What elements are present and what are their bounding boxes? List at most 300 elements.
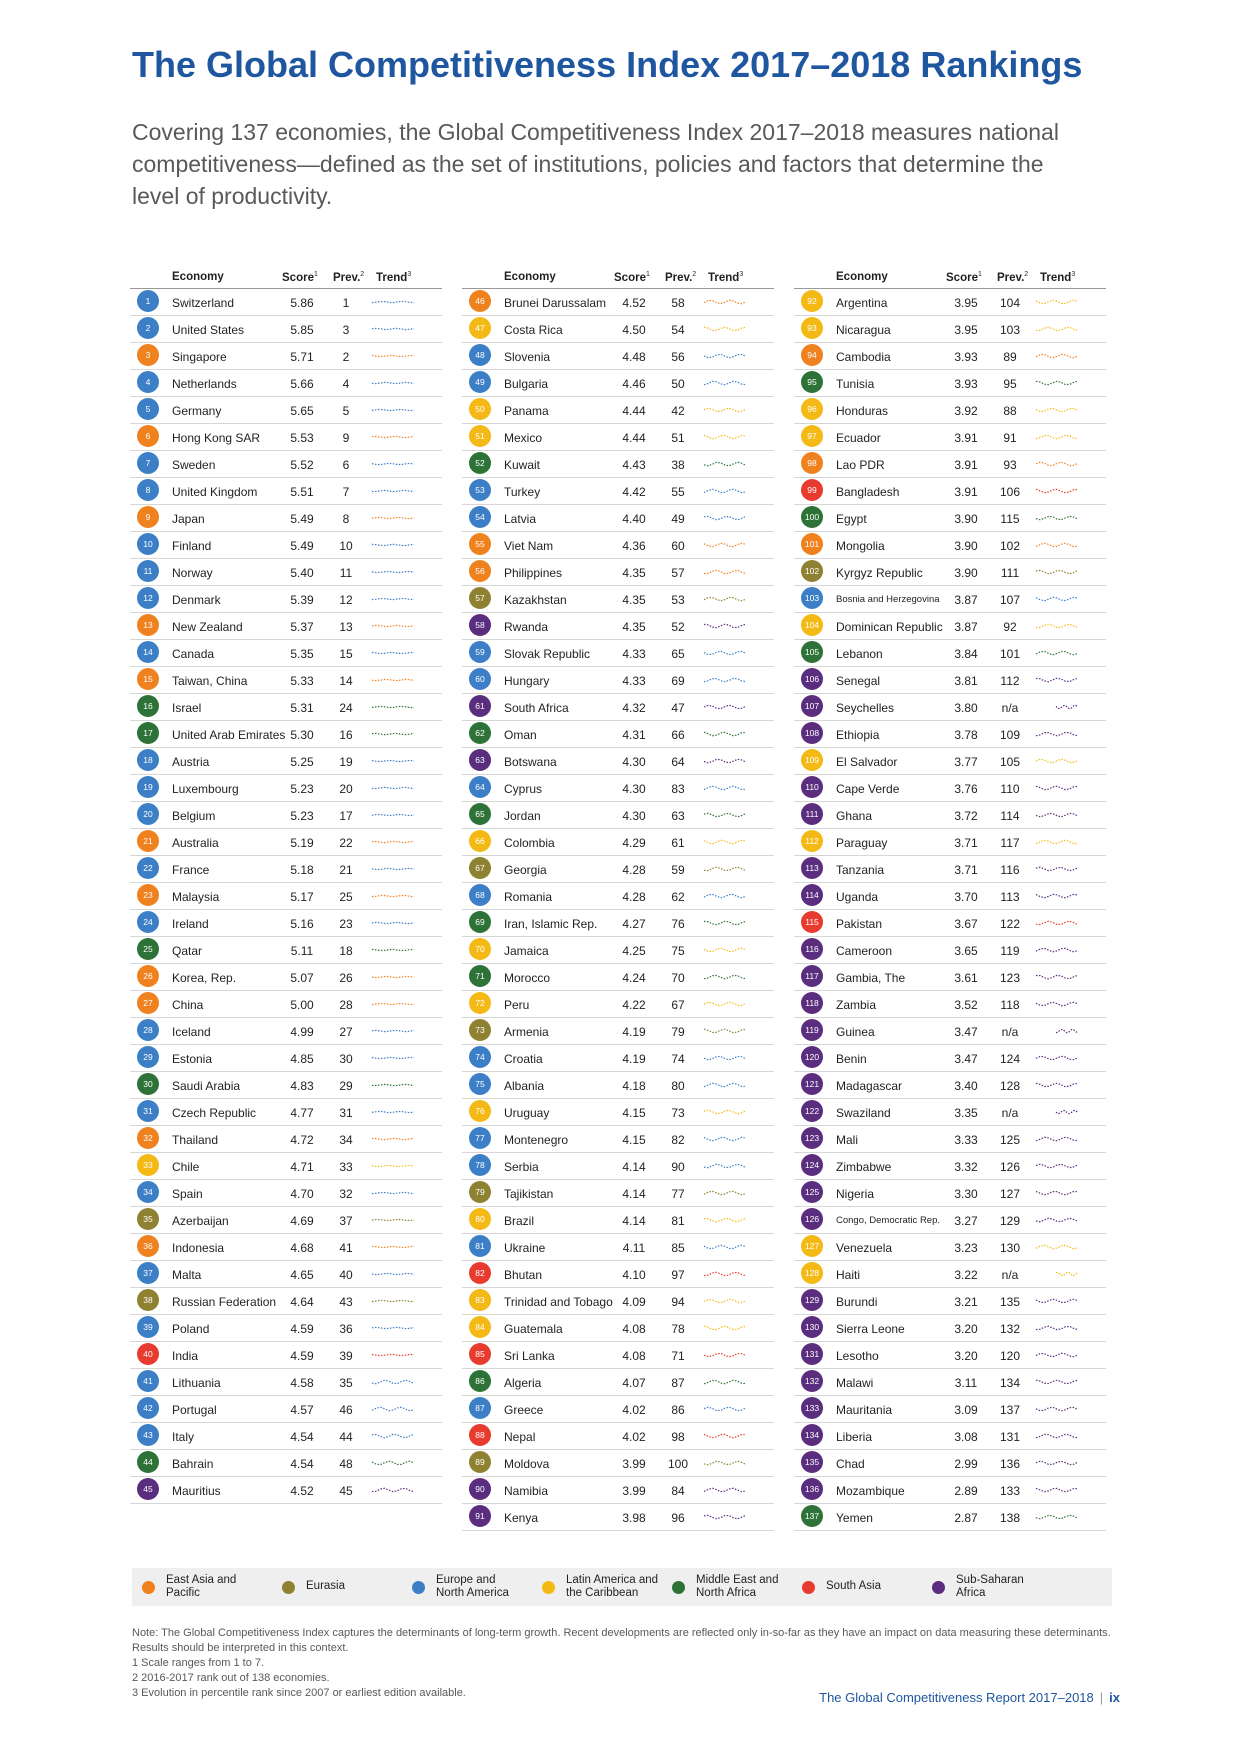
rank-badge: 9 [137,506,159,528]
score-value: 4.15 [622,1133,646,1147]
rankings-column-1 [130,264,442,1504]
table-row [130,586,442,613]
score-value: 4.35 [622,566,646,580]
rank-badge: 81 [469,1235,491,1257]
economy-name: Chad [836,1457,865,1471]
score-value: 3.95 [954,296,978,310]
economy-name: Gambia, The [836,971,906,985]
score-value: 5.11 [290,944,314,958]
rank-badge: 27 [137,992,159,1014]
economy-name: Mauritius [172,1484,221,1498]
footnote-1: 1 Scale ranges from 1 to 7. [132,1657,265,1669]
table-row [462,424,774,451]
economy-name: Albania [504,1079,545,1093]
trend-sparkline [1034,1130,1080,1148]
prev-rank: 15 [339,647,353,661]
rank-badge: 67 [469,857,491,879]
economy-name: Germany [172,404,222,418]
trend-sparkline [1034,779,1080,797]
prev-rank: 91 [1003,431,1017,445]
table-row [462,1234,774,1261]
trend-sparkline [1034,968,1080,986]
table-row [794,721,1106,748]
table-row [462,1072,774,1099]
score-value: 4.30 [622,755,646,769]
trend-sparkline [702,833,748,851]
trend-sparkline [702,455,748,473]
report-title: The Global Competitiveness Report 2017–2018 [819,1690,1094,1705]
economy-name: Hungary [504,674,550,688]
table-row [130,910,442,937]
prev-rank: 70 [671,971,685,985]
table-row [130,1423,442,1450]
trend-sparkline [702,347,748,365]
trend-sparkline [702,1346,748,1364]
table-row [462,721,774,748]
economy-name: Lesotho [836,1349,879,1363]
page-footer [819,1690,1120,1705]
trend-sparkline [370,617,416,635]
rank-badge: 94 [801,344,823,366]
table-row [462,856,774,883]
prev-rank: 33 [339,1160,353,1174]
rank-badge: 74 [469,1046,491,1068]
economy-name: Japan [172,512,205,526]
score-value: 4.25 [622,944,646,958]
rank-badge: 48 [469,344,491,366]
rank-badge: 108 [801,722,823,744]
prev-rank: n/a [1001,1106,1019,1120]
trend-sparkline [370,833,416,851]
table-row [794,1423,1106,1450]
table-row [130,613,442,640]
table-row [130,1288,442,1315]
prev-rank: 49 [671,512,685,526]
header-prev-label: Prev. [333,271,361,284]
score-value: 4.70 [290,1187,314,1201]
economy-name: Bosnia and Herzegovina [836,594,940,605]
economy-name: Mexico [504,431,543,445]
economy-name: Kuwait [504,458,541,472]
trend-sparkline [370,671,416,689]
trend-sparkline [1034,1238,1080,1256]
prev-rank: 41 [339,1241,353,1255]
table-row [462,370,774,397]
score-value: 2.87 [954,1511,978,1525]
economy-name: Slovak Republic [504,647,591,661]
table-row [130,505,442,532]
economy-name: Cameroon [836,944,893,958]
table-row [130,1153,442,1180]
prev-rank: 95 [1003,377,1017,391]
legend-dot [672,1581,685,1594]
trend-sparkline [702,1157,748,1175]
table-header [130,264,442,289]
economy-name: Egypt [836,512,867,526]
rank-badge: 14 [137,641,159,663]
economy-name: Pakistan [836,917,883,931]
trend-sparkline [370,644,416,662]
prev-rank: 92 [1003,620,1017,634]
table-row [462,1099,774,1126]
prev-rank: 31 [339,1106,353,1120]
rank-badge: 130 [801,1316,823,1338]
rank-badge: 59 [469,641,491,663]
prev-rank: 37 [339,1214,353,1228]
score-value: 4.40 [622,512,646,526]
score-value: 3.71 [954,863,978,877]
table-row [130,343,442,370]
trend-sparkline [370,293,416,311]
table-row [130,640,442,667]
table-row [794,370,1106,397]
rank-badge: 63 [469,749,491,771]
economy-name: Russian Federation [172,1295,277,1309]
prev-rank: 10 [339,539,353,553]
rank-badge: 5 [137,398,159,420]
trend-sparkline [702,644,748,662]
score-value: 3.98 [622,1511,646,1525]
legend-label: Sub-Saharan Africa [956,1574,1024,1599]
prev-rank: 1 [342,296,350,310]
economy-name: Mongolia [836,539,885,553]
score-value: 5.51 [290,485,314,499]
prev-rank: 134 [999,1376,1021,1390]
rank-badge: 19 [137,776,159,798]
trend-sparkline [702,617,748,635]
trend-sparkline [370,698,416,716]
economy-name: Sweden [172,458,216,472]
prev-rank: 56 [671,350,685,364]
table-row [130,937,442,964]
economy-name: Cape Verde [836,782,900,796]
economy-name: Moldova [504,1457,550,1471]
table-row [794,1396,1106,1423]
table-row [130,667,442,694]
table-row [462,640,774,667]
score-value: 4.24 [622,971,646,985]
economy-name: Lithuania [172,1376,221,1390]
economy-name: Zimbabwe [836,1160,892,1174]
rank-badge: 35 [137,1208,159,1230]
economy-name: Saudi Arabia [172,1079,241,1093]
table-row [794,640,1106,667]
table-row [130,1126,442,1153]
table-row [130,1207,442,1234]
score-value: 5.40 [290,566,314,580]
table-row [794,289,1106,316]
prev-rank: 106 [999,485,1021,499]
trend-sparkline [702,1211,748,1229]
economy-name: Kyrgyz Republic [836,566,923,580]
score-value: 4.54 [290,1430,314,1444]
score-value: 3.95 [954,323,978,337]
economy-name: Malawi [836,1376,874,1390]
header-economy: Economy [504,271,556,283]
prev-rank: 32 [339,1187,353,1201]
header-trend [1040,271,1075,284]
table-row [794,1207,1106,1234]
prev-rank: 3 [342,323,350,337]
rank-badge: 89 [469,1451,491,1473]
prev-rank: 26 [339,971,353,985]
trend-sparkline [1034,1454,1080,1472]
prev-rank: 119 [1000,944,1020,958]
legend-dot [282,1581,295,1594]
trend-sparkline [370,1211,416,1229]
score-value: 4.08 [622,1349,646,1363]
trend-sparkline [370,1076,416,1094]
score-value: 3.91 [954,431,978,445]
rank-badge: 37 [137,1262,159,1284]
economy-name: Ecuador [836,431,881,445]
rank-badge: 43 [137,1424,159,1446]
header-economy: Economy [172,271,224,283]
trend-sparkline [1034,590,1080,608]
economy-name: United Kingdom [172,485,258,499]
prev-rank: 112 [1000,674,1020,688]
table-row [462,478,774,505]
rank-badge: 100 [801,506,823,528]
economy-name: Ireland [172,917,209,931]
score-value: 4.11 [622,1241,646,1255]
economy-name: Bulgaria [504,377,549,391]
score-value: 4.46 [622,377,646,391]
table-row [462,1180,774,1207]
trend-sparkline [1034,833,1080,851]
rank-badge: 69 [469,911,491,933]
legend-dot [412,1581,425,1594]
prev-rank: 58 [671,296,685,310]
prev-rank: 19 [339,755,353,769]
header-prev-note: 2 [1024,271,1029,278]
rank-badge: 128 [801,1262,823,1284]
trend-sparkline [370,563,416,581]
rank-badge: 120 [801,1046,823,1068]
rank-badge: 86 [469,1370,491,1392]
table-row [794,748,1106,775]
page-title: The Global Competitiveness Index 2017–2018 Rankings [132,44,1083,85]
footnote-2: 2 2016-2017 rank out of 138 economies. [132,1672,330,1684]
rank-badge: 76 [469,1100,491,1122]
trend-sparkline [1034,347,1080,365]
prev-rank: 118 [1000,998,1020,1012]
economy-name: Seychelles [836,701,895,715]
prev-rank: 67 [671,998,685,1012]
score-value: 4.36 [622,539,646,553]
table-row [794,775,1106,802]
table-row [130,424,442,451]
economy-name: United Arab Emirates [172,728,286,742]
score-value: 5.16 [290,917,314,931]
trend-sparkline [1034,806,1080,824]
trend-sparkline [370,779,416,797]
rank-badge: 6 [137,425,159,447]
rank-badge: 18 [137,749,159,771]
prev-rank: 110 [1000,782,1020,796]
table-row [462,667,774,694]
economy-name: Swaziland [836,1106,891,1120]
rank-badge: 92 [801,290,823,312]
rank-badge: 51 [469,425,491,447]
legend-dot [142,1581,155,1594]
rank-badge: 62 [469,722,491,744]
prev-rank: 130 [999,1241,1021,1255]
table-row [794,1099,1106,1126]
economy-name: Brazil [504,1214,535,1228]
rank-badge: 46 [469,290,491,312]
score-value: 3.90 [954,539,978,553]
table-row [130,289,442,316]
table-row [130,316,442,343]
score-value: 4.69 [290,1214,314,1228]
score-value: 5.23 [290,782,314,796]
trend-sparkline [370,428,416,446]
rank-badge: 32 [137,1127,159,1149]
legend-dot [542,1581,555,1594]
score-value: 5.37 [290,620,314,634]
header-trend-note: 3 [1071,271,1076,278]
trend-sparkline [370,1130,416,1148]
footer-separator: | [1099,1690,1104,1705]
table-row [130,1450,442,1477]
table-row [794,1072,1106,1099]
table-row [462,397,774,424]
prev-rank: 96 [671,1511,685,1525]
economy-name: Haiti [836,1268,861,1282]
score-value: 4.77 [290,1106,314,1120]
score-value: 3.93 [954,350,978,364]
score-value: 4.52 [290,1484,314,1498]
score-value: 4.18 [622,1079,646,1093]
prev-rank: 35 [339,1376,353,1390]
rank-badge: 110 [801,776,823,798]
table-row [462,1126,774,1153]
economy-name: New Zealand [172,620,243,634]
score-value: 4.99 [290,1025,314,1039]
table-row [462,1504,774,1531]
trend-sparkline [370,752,416,770]
rank-badge: 121 [801,1073,823,1095]
table-row [130,856,442,883]
trend-sparkline [1034,1481,1080,1499]
economy-name: Iran, Islamic Rep. [504,917,598,931]
score-value: 4.09 [622,1295,646,1309]
prev-rank: 107 [999,593,1021,607]
trend-sparkline [1034,1400,1080,1418]
page-number: ix [1109,1690,1120,1705]
trend-sparkline [702,1049,748,1067]
economy-name: Nigeria [836,1187,875,1201]
prev-rank: 5 [342,404,350,418]
score-value: 5.35 [290,647,314,661]
score-value: 4.52 [622,296,646,310]
table-header [462,264,774,289]
score-value: 4.43 [622,458,646,472]
economy-name: Costa Rica [504,323,563,337]
trend-sparkline [1034,1103,1080,1121]
table-row [794,802,1106,829]
header-score-label: Score [282,271,314,284]
economy-name: Dominican Republic [836,620,943,634]
header-trend [376,271,411,284]
rank-badge: 58 [469,614,491,636]
score-value: 3.21 [954,1295,978,1309]
score-value: 3.90 [954,566,978,580]
economy-name: Madagascar [836,1079,903,1093]
score-value: 4.15 [622,1106,646,1120]
score-value: 3.67 [954,917,978,931]
trend-sparkline [702,482,748,500]
trend-sparkline [1034,428,1080,446]
table-row [794,1126,1106,1153]
economy-name: Argentina [836,296,888,310]
economy-name: Mozambique [836,1484,905,1498]
trend-sparkline [1034,1049,1080,1067]
prev-rank: 114 [1000,809,1020,823]
rank-badge: 54 [469,506,491,528]
prev-rank: 76 [671,917,685,931]
prev-rank: 13 [339,620,353,634]
score-value: 5.33 [290,674,314,688]
prev-rank: 131 [999,1430,1021,1444]
score-value: 5.71 [290,350,314,364]
prev-rank: 105 [999,755,1021,769]
prev-rank: 14 [339,674,353,688]
economy-name: Spain [172,1187,203,1201]
trend-sparkline [370,1238,416,1256]
score-value: 4.83 [290,1079,314,1093]
economy-name: Tajikistan [504,1187,554,1201]
score-value: 4.65 [290,1268,314,1282]
prev-rank: 21 [339,863,353,877]
trend-sparkline [1034,455,1080,473]
score-value: 3.70 [954,890,978,904]
score-value: 3.47 [954,1025,978,1039]
rank-badge: 20 [137,803,159,825]
prev-rank: 17 [339,809,353,823]
score-value: 4.48 [622,350,646,364]
trend-sparkline [702,293,748,311]
prev-rank: 117 [1000,836,1020,850]
trend-sparkline [370,1184,416,1202]
score-value: 4.64 [290,1295,314,1309]
table-row [794,856,1106,883]
header-prev [665,271,696,284]
rank-badge: 44 [137,1451,159,1473]
score-value: 3.93 [954,377,978,391]
rankings-column-3 [794,264,1106,1531]
trend-sparkline [702,509,748,527]
score-value: 4.07 [622,1376,646,1390]
table-row [462,316,774,343]
trend-sparkline [1034,617,1080,635]
table-row [794,1315,1106,1342]
prev-rank: 20 [339,782,353,796]
table-row [462,1396,774,1423]
header-score-label: Score [946,271,978,284]
score-value: 4.33 [622,674,646,688]
trend-sparkline [1034,563,1080,581]
rank-badge: 33 [137,1154,159,1176]
rank-badge: 87 [469,1397,491,1419]
trend-sparkline [1034,752,1080,770]
score-value: 4.33 [622,647,646,661]
score-value: 3.92 [954,404,978,418]
score-value: 2.99 [954,1457,978,1471]
table-row [462,1288,774,1315]
table-row [130,370,442,397]
